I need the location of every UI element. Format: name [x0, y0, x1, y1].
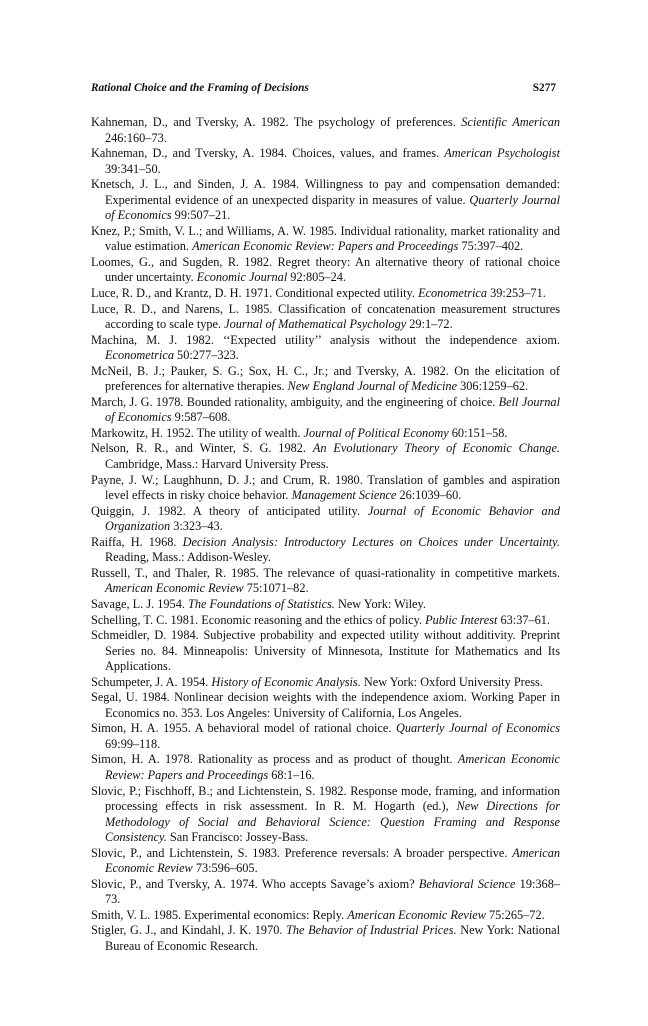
reference-text: Stigler, G. J., and Kindahl, J. K. 1970.: [91, 923, 287, 938]
reference-entry: [91, 395, 560, 426]
reference-text: Luce, R. D., and Narens, L. 1985. Classification of concatenation measurement structures according to scale type.: [91, 301, 560, 332]
reference-entry: [91, 364, 560, 395]
reference-entry: [91, 504, 560, 535]
reference-source: Behavioral Science: [418, 876, 516, 891]
reference-source: The Foundations of Statistics.: [188, 596, 335, 611]
reference-detail: New York: Wiley.: [334, 596, 426, 611]
reference-detail: Reading, Mass.: Addison-Wesley.: [105, 550, 271, 565]
reference-detail: 306:1259–62.: [457, 379, 529, 394]
reference-detail: 26:1039–60.: [396, 488, 462, 503]
reference-detail: 60:151–58.: [448, 425, 508, 440]
reference-text: Slovic, P., and Tversky, A. 1974. Who accepts Savage’s axiom?: [91, 876, 419, 891]
reference-entry: [91, 690, 560, 721]
reference-entry: [91, 597, 560, 613]
reference-text: Loomes, G., and Sugden, R. 1982. Regret theory: An alternative theory of rational choice under uncertainty.: [91, 254, 560, 285]
reference-text: Simon, H. A. 1955. A behavioral model of rational choice.: [91, 721, 396, 736]
reference-detail: 39:341–50.: [105, 161, 161, 176]
reference-text: Knez, P.; Smith, V. L.; and Williams, A. W. 1985. Individual rationality, market rationality and value estimation.: [91, 223, 560, 254]
reference-detail: 39:253–71.: [487, 286, 546, 301]
reference-source: Decision Analysis: Introductory Lectures on Choices under Uncertainty.: [182, 534, 560, 549]
reference-text: Smith, V. L. 1985. Experimental economics: Reply.: [91, 907, 348, 922]
reference-entry: [91, 846, 560, 877]
reference-source: New England Journal of Medicine: [287, 379, 458, 394]
reference-entry: [91, 566, 560, 597]
reference-text: Segal, U. 1984. Nonlinear decision weights with the independence axiom. Working Paper in Economics no. 353. Los Angeles: University of California, Los Angeles.: [91, 690, 560, 720]
reference-entry: [91, 784, 560, 846]
reference-detail: 29:1–72.: [406, 317, 453, 332]
reference-detail: 3:323–43.: [170, 519, 223, 534]
page-number: S277: [532, 82, 556, 94]
reference-text: Slovic, P., and Lichtenstein, S. 1983. Preference reversals: A broader perspective.: [91, 845, 513, 860]
reference-source: American Economic Review: Papers and Proceedings: [105, 752, 560, 782]
reference-text: Schelling, T. C. 1981. Economic reasoning and the ethics of policy.: [91, 612, 426, 627]
reference-entry: [91, 302, 560, 333]
reference-text: Knetsch, J. L., and Sinden, J. A. 1984. Willingness to pay and compensation demanded: Experimental evidence of an unexpected disparity in measures of value.: [91, 177, 560, 207]
reference-entry: [91, 923, 560, 954]
reference-entry: [91, 675, 560, 691]
reference-detail: 75:1071–82.: [243, 581, 309, 596]
reference-entry: [91, 426, 560, 442]
reference-source: Scientific American: [461, 115, 560, 129]
reference-detail: Cambridge, Mass.: Harvard University Press.: [105, 457, 329, 472]
reference-source: Management Science: [291, 488, 397, 503]
reference-detail: New York: National Bureau of Economic Research.: [105, 923, 560, 953]
reference-source: Quarterly Journal of Economics: [105, 192, 560, 223]
reference-entry: [91, 115, 560, 146]
reference-entry: [91, 613, 560, 629]
reference-entry: [91, 441, 560, 472]
reference-text: Slovic, P.; Fischhoff, B.; and Lichtenstein, S. 1982. Response mode, framing, and information processing effects in risk assessment. In R. M. Hogarth (ed.),: [91, 783, 560, 814]
reference-detail: 99:507–21.: [171, 208, 231, 223]
reference-text: Schumpeter, J. A. 1954.: [91, 674, 212, 689]
reference-entry: [91, 146, 560, 177]
reference-source: American Psychologist: [444, 146, 560, 161]
reference-entry: [91, 177, 560, 224]
reference-entry: [91, 721, 560, 752]
reference-detail: 75:397–402.: [458, 239, 524, 254]
reference-source: American Economic Review: [105, 581, 244, 596]
reference-source: Public Interest: [425, 612, 498, 627]
reference-text: Kahneman, D., and Tversky, A. 1984. Choices, values, and frames.: [91, 146, 445, 161]
reference-detail: 92:805–24.: [287, 270, 346, 285]
reference-detail: 50:277–323.: [173, 348, 239, 363]
reference-detail: 68:1–16.: [268, 767, 315, 782]
reference-entry: [91, 333, 560, 364]
reference-source: American Economic Review: Papers and Proceedings: [192, 239, 459, 254]
reference-text: Payne, J. W.; Laughhunn, D. J.; and Crum, R. 1980. Translation of gambles and aspiration level effects in risky choice behavior.: [91, 472, 560, 503]
reference-source: Journal of Political Economy: [303, 425, 449, 440]
reference-entry: [91, 535, 560, 566]
reference-detail: 19:368–73.: [105, 876, 560, 907]
reference-detail: 73:596–605.: [192, 861, 258, 876]
reference-detail: 75:265–72.: [485, 907, 545, 922]
reference-text: Savage, L. J. 1954.: [91, 596, 188, 611]
reference-source: American Economic Review: [347, 907, 486, 922]
reference-text: McNeil, B. J.; Pauker, S. G.; Sox, H. C., Jr.; and Tversky, A. 1982. On the elicitation of preferences for alternative therapies.: [91, 363, 560, 394]
reference-source: New Directions for Methodology of Social and Behavioral Science: Question Framing and Response Consistency.: [105, 799, 560, 845]
reference-source: Economic Journal: [196, 270, 288, 285]
reference-source: History of Economic Analysis.: [211, 674, 361, 689]
reference-entry: [91, 877, 560, 908]
reference-detail: 63:37–61.: [497, 612, 551, 627]
reference-entry: [91, 908, 560, 924]
reference-source: Quarterly Journal of Economics: [396, 721, 561, 736]
reference-text: Luce, R. D., and Krantz, D. H. 1971. Conditional expected utility.: [91, 286, 419, 301]
reference-text: Schmeidler, D. 1984. Subjective probability and expected utility without additivity. Preprint Series no. 84. Minneapolis: University of Minnesota, Institute for Mathematics and Its Applications.: [91, 628, 560, 674]
reference-detail: 69:99–118.: [105, 736, 161, 751]
reference-text: Machina, M. J. 1982. ‘‘Expected utility’’ analysis without the independence axiom.: [91, 332, 560, 347]
reference-detail: 9:587–608.: [171, 410, 231, 425]
reference-text: Markowitz, H. 1952. The utility of wealth.: [91, 425, 304, 440]
running-head: [91, 82, 556, 98]
reference-detail: New York: Oxford University Press.: [360, 674, 543, 689]
reference-entry: [91, 752, 560, 783]
reference-source: American Economic Review: [105, 845, 560, 876]
reference-source: Journal of Economic Behavior and Organization: [105, 503, 560, 534]
reference-text: Russell, T., and Thaler, R. 1985. The relevance of quasi-rationality in competitive markets.: [91, 565, 560, 580]
reference-entry: [91, 628, 560, 675]
reference-text: March, J. G. 1978. Bounded rationality, ambiguity, and the engineering of choice.: [91, 394, 499, 409]
running-title: Rational Choice and the Framing of Decisions: [91, 82, 309, 94]
reference-source: An Evolutionary Theory of Economic Change.: [312, 441, 560, 456]
reference-entry: [91, 255, 560, 286]
reference-source: Bell Journal of Economics: [105, 394, 560, 425]
reference-detail: 246:160–73.: [105, 130, 167, 145]
reference-text: Nelson, R. R., and Winter, S. G. 1982.: [91, 441, 313, 456]
reference-entry: [91, 473, 560, 504]
reference-source: Econometrica: [105, 348, 174, 363]
reference-list: [91, 115, 560, 955]
reference-source: Econometrica: [418, 286, 488, 301]
reference-source: The Behavior of Industrial Prices.: [286, 923, 457, 938]
reference-source: Journal of Mathematical Psychology: [224, 317, 407, 332]
reference-entry: [91, 286, 560, 302]
reference-detail: San Francisco: Jossey-Bass.: [166, 830, 309, 845]
reference-text: Quiggin, J. 1982. A theory of anticipated utility.: [91, 503, 368, 518]
reference-entry: [91, 224, 560, 255]
reference-text: Kahneman, D., and Tversky, A. 1982. The psychology of preferences.: [91, 115, 462, 129]
reference-text: Simon, H. A. 1978. Rationality as process and as product of thought.: [91, 752, 458, 767]
reference-text: Raiffa, H. 1968.: [91, 534, 183, 549]
